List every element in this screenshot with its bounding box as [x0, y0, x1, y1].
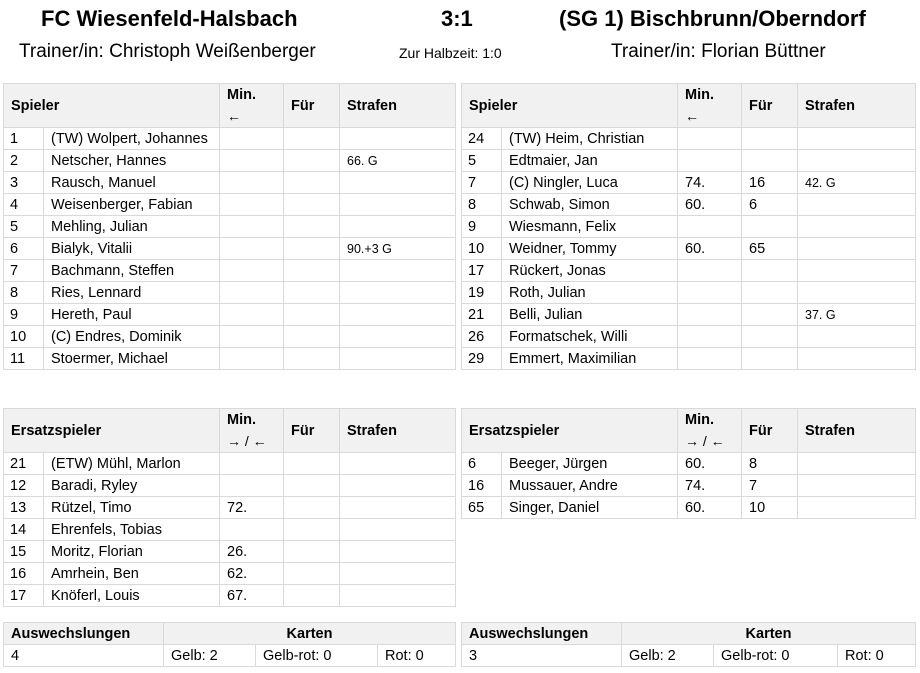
player-number: 8 [462, 194, 502, 216]
header-fuer: Für [742, 84, 798, 128]
player-number: 16 [4, 563, 44, 585]
player-number: 1 [4, 128, 44, 150]
substituted-for [284, 585, 340, 607]
away-lineup-table [461, 83, 916, 370]
player-number: 3 [4, 172, 44, 194]
substituted-for [284, 128, 340, 150]
header-min: Min. ← [678, 84, 742, 128]
away-summary-table [461, 622, 916, 667]
substitution-minute: 26. [220, 541, 284, 563]
substituted-for: 8 [742, 453, 798, 475]
substituted-for: 10 [742, 497, 798, 519]
penalty [798, 216, 916, 238]
substitution-minute: 72. [220, 497, 284, 519]
table-row [4, 453, 456, 475]
substitution-minute [678, 326, 742, 348]
substituted-for [284, 497, 340, 519]
player-name: Stoermer, Michael [44, 348, 220, 370]
substitutions-count: 3 [462, 645, 622, 667]
table-row [4, 194, 456, 216]
substituted-for [742, 348, 798, 370]
summary-header [4, 623, 456, 645]
player-number: 29 [462, 348, 502, 370]
substitution-minute [220, 194, 284, 216]
table-row [462, 348, 916, 370]
player-name: Beeger, Jürgen [502, 453, 678, 475]
player-number: 5 [462, 150, 502, 172]
home-substitutes-table [3, 408, 456, 607]
table-row [4, 519, 456, 541]
player-number: 9 [462, 216, 502, 238]
header-spieler: Spieler [462, 84, 678, 128]
substitution-minute [678, 150, 742, 172]
table-row [462, 260, 916, 282]
player-number: 10 [4, 326, 44, 348]
penalty [798, 238, 916, 260]
table-row [4, 348, 456, 370]
red-cards: Rot: 0 [838, 645, 916, 667]
halftime-score: Zur Halbzeit: 1:0 [399, 45, 502, 61]
player-number: 12 [4, 475, 44, 497]
table-header [4, 84, 456, 128]
player-name: (C) Ningler, Luca [502, 172, 678, 194]
summary-row [4, 645, 456, 667]
substituted-for [284, 563, 340, 585]
player-number: 21 [462, 304, 502, 326]
table-row [4, 238, 456, 260]
header-ersatzspieler: Ersatzspieler [462, 409, 678, 453]
table-row [4, 497, 456, 519]
player-number: 5 [4, 216, 44, 238]
player-name: Rausch, Manuel [44, 172, 220, 194]
header-karten: Karten [164, 623, 456, 645]
player-name: Emmert, Maximilian [502, 348, 678, 370]
substituted-for: 65 [742, 238, 798, 260]
home-team-name: FC Wiesenfeld-Halsbach [41, 6, 298, 31]
substituted-for [284, 475, 340, 497]
substitution-minute [220, 304, 284, 326]
substituted-for [742, 128, 798, 150]
player-name: (TW) Wolpert, Johannes [44, 128, 220, 150]
substitution-minute [220, 326, 284, 348]
table-row [4, 475, 456, 497]
substituted-for [284, 216, 340, 238]
substituted-for [742, 304, 798, 326]
penalty [340, 304, 456, 326]
substituted-for [284, 304, 340, 326]
yellow-red-cards: Gelb-rot: 0 [714, 645, 838, 667]
table-row [4, 172, 456, 194]
penalty [798, 128, 916, 150]
player-name: Formatschek, Willi [502, 326, 678, 348]
substitution-minute: 62. [220, 563, 284, 585]
player-name: Netscher, Hannes [44, 150, 220, 172]
yellow-red-cards: Gelb-rot: 0 [256, 645, 378, 667]
player-name: (ETW) Mühl, Marlon [44, 453, 220, 475]
table-row [462, 238, 916, 260]
player-number: 17 [462, 260, 502, 282]
header-fuer: Für [742, 409, 798, 453]
player-number: 19 [462, 282, 502, 304]
substitution-minute [220, 128, 284, 150]
substituted-for [742, 326, 798, 348]
penalty: 37. G [798, 304, 916, 326]
table-row [462, 172, 916, 194]
player-number: 24 [462, 128, 502, 150]
substituted-for [742, 216, 798, 238]
player-name: Amrhein, Ben [44, 563, 220, 585]
player-number: 6 [462, 453, 502, 475]
header-karten: Karten [622, 623, 916, 645]
table-row [4, 150, 456, 172]
player-name: Weisenberger, Fabian [44, 194, 220, 216]
player-name: Ehrenfels, Tobias [44, 519, 220, 541]
penalty [798, 282, 916, 304]
header-ersatzspieler: Ersatzspieler [4, 409, 220, 453]
substituted-for: 16 [742, 172, 798, 194]
substituted-for [742, 260, 798, 282]
substituted-for [284, 519, 340, 541]
substitution-minute [678, 282, 742, 304]
substitution-minute [220, 238, 284, 260]
player-number: 14 [4, 519, 44, 541]
penalty [798, 348, 916, 370]
header-auswechslungen: Auswechslungen [4, 623, 164, 645]
player-name: Baradi, Ryley [44, 475, 220, 497]
player-number: 2 [4, 150, 44, 172]
penalty: 90.+3 G [340, 238, 456, 260]
player-name: Rützel, Timo [44, 497, 220, 519]
arrow-inout-icon: → / ← [685, 433, 725, 449]
substitution-minute [220, 348, 284, 370]
substitution-minute: 74. [678, 475, 742, 497]
table-row [462, 326, 916, 348]
penalty [340, 563, 456, 585]
player-number: 6 [4, 238, 44, 260]
header-strafen: Strafen [340, 409, 456, 453]
substitution-minute [678, 348, 742, 370]
penalty [798, 497, 916, 519]
player-number: 13 [4, 497, 44, 519]
player-name: (TW) Heim, Christian [502, 128, 678, 150]
table-header [462, 409, 916, 453]
penalty [340, 194, 456, 216]
penalty [340, 128, 456, 150]
substitution-minute: 74. [678, 172, 742, 194]
penalty [340, 519, 456, 541]
substitution-minute [220, 260, 284, 282]
player-name: Rückert, Jonas [502, 260, 678, 282]
player-name: Schwab, Simon [502, 194, 678, 216]
substituted-for [284, 348, 340, 370]
substitution-minute [220, 282, 284, 304]
substitution-minute: 60. [678, 497, 742, 519]
header-min: Min. → / ← [220, 409, 284, 453]
substituted-for [742, 150, 798, 172]
player-number: 65 [462, 497, 502, 519]
player-number: 17 [4, 585, 44, 607]
player-name: Knöferl, Louis [44, 585, 220, 607]
player-number: 15 [4, 541, 44, 563]
summary-header [462, 623, 916, 645]
player-name: Ries, Lennard [44, 282, 220, 304]
substitution-minute: 60. [678, 453, 742, 475]
table-row [462, 194, 916, 216]
substituted-for [284, 194, 340, 216]
header-min: Min. → / ← [678, 409, 742, 453]
table-row [4, 304, 456, 326]
away-team-name: (SG 1) Bischbrunn/Oberndorf [559, 6, 866, 31]
player-number: 8 [4, 282, 44, 304]
substitution-minute [220, 475, 284, 497]
player-name: Hereth, Paul [44, 304, 220, 326]
yellow-cards: Gelb: 2 [164, 645, 256, 667]
substitutions-count: 4 [4, 645, 164, 667]
player-name: Moritz, Florian [44, 541, 220, 563]
table-row [462, 128, 916, 150]
substitution-minute [220, 453, 284, 475]
penalty: 66. G [340, 150, 456, 172]
away-substitutes-table [461, 408, 916, 519]
table-header [4, 409, 456, 453]
table-row [4, 282, 456, 304]
penalty [798, 326, 916, 348]
substitution-minute: 67. [220, 585, 284, 607]
table-row [462, 475, 916, 497]
substituted-for [284, 172, 340, 194]
table-row [462, 150, 916, 172]
substitution-minute [220, 172, 284, 194]
table-row [462, 453, 916, 475]
substitution-minute [220, 150, 284, 172]
player-name: (C) Endres, Dominik [44, 326, 220, 348]
table-header [462, 84, 916, 128]
player-number: 7 [462, 172, 502, 194]
penalty [340, 216, 456, 238]
player-name: Singer, Daniel [502, 497, 678, 519]
player-number: 9 [4, 304, 44, 326]
player-name: Wiesmann, Felix [502, 216, 678, 238]
player-number: 11 [4, 348, 44, 370]
header-strafen: Strafen [798, 409, 916, 453]
penalty [340, 260, 456, 282]
substitution-minute [678, 128, 742, 150]
substitution-minute [678, 260, 742, 282]
header-strafen: Strafen [798, 84, 916, 128]
penalty [340, 585, 456, 607]
header-min: Min. ← [220, 84, 284, 128]
substitution-minute: 60. [678, 238, 742, 260]
substitution-minute: 60. [678, 194, 742, 216]
player-number: 7 [4, 260, 44, 282]
red-cards: Rot: 0 [378, 645, 456, 667]
table-row [4, 260, 456, 282]
home-coach: Trainer/in: Christoph Weißenberger [19, 41, 316, 62]
table-row [4, 541, 456, 563]
penalty [340, 326, 456, 348]
table-row [462, 216, 916, 238]
header-spieler: Spieler [4, 84, 220, 128]
table-row [462, 304, 916, 326]
player-number: 26 [462, 326, 502, 348]
penalty [340, 172, 456, 194]
player-name: Bachmann, Steffen [44, 260, 220, 282]
substituted-for [742, 282, 798, 304]
substituted-for [284, 541, 340, 563]
substituted-for [284, 238, 340, 260]
yellow-cards: Gelb: 2 [622, 645, 714, 667]
arrow-inout-icon: → / ← [227, 433, 267, 449]
player-name: Edtmaier, Jan [502, 150, 678, 172]
table-row [4, 128, 456, 150]
header-fuer: Für [284, 84, 340, 128]
arrow-out-icon: ← [227, 108, 242, 124]
summary-row [462, 645, 916, 667]
penalty [798, 150, 916, 172]
substituted-for [284, 326, 340, 348]
player-number: 16 [462, 475, 502, 497]
home-lineup-table [3, 83, 456, 370]
player-name: Roth, Julian [502, 282, 678, 304]
penalty [798, 194, 916, 216]
penalty: 42. G [798, 172, 916, 194]
penalty [798, 453, 916, 475]
substitution-minute [220, 519, 284, 541]
penalty [340, 497, 456, 519]
substitution-minute [678, 304, 742, 326]
penalty [340, 453, 456, 475]
match-score: 3:1 [441, 6, 473, 31]
header-fuer: Für [284, 409, 340, 453]
penalty [798, 260, 916, 282]
header-auswechslungen: Auswechslungen [462, 623, 622, 645]
header-strafen: Strafen [340, 84, 456, 128]
penalty [340, 348, 456, 370]
table-row [4, 563, 456, 585]
penalty [340, 282, 456, 304]
penalty [340, 475, 456, 497]
player-name: Mussauer, Andre [502, 475, 678, 497]
away-coach: Trainer/in: Florian Büttner [611, 41, 826, 62]
penalty [340, 541, 456, 563]
substitution-minute [220, 216, 284, 238]
table-row [462, 497, 916, 519]
home-summary-table [3, 622, 456, 667]
substituted-for [284, 282, 340, 304]
table-row [462, 282, 916, 304]
player-name: Belli, Julian [502, 304, 678, 326]
player-name: Bialyk, Vitalii [44, 238, 220, 260]
player-number: 21 [4, 453, 44, 475]
substituted-for [284, 150, 340, 172]
substituted-for [284, 453, 340, 475]
substitution-minute [678, 216, 742, 238]
substituted-for: 7 [742, 475, 798, 497]
player-number: 4 [4, 194, 44, 216]
player-number: 10 [462, 238, 502, 260]
player-name: Mehling, Julian [44, 216, 220, 238]
player-name: Weidner, Tommy [502, 238, 678, 260]
substituted-for [284, 260, 340, 282]
arrow-out-icon: ← [685, 108, 700, 124]
substituted-for: 6 [742, 194, 798, 216]
penalty [798, 475, 916, 497]
table-row [4, 585, 456, 607]
table-row [4, 326, 456, 348]
table-row [4, 216, 456, 238]
